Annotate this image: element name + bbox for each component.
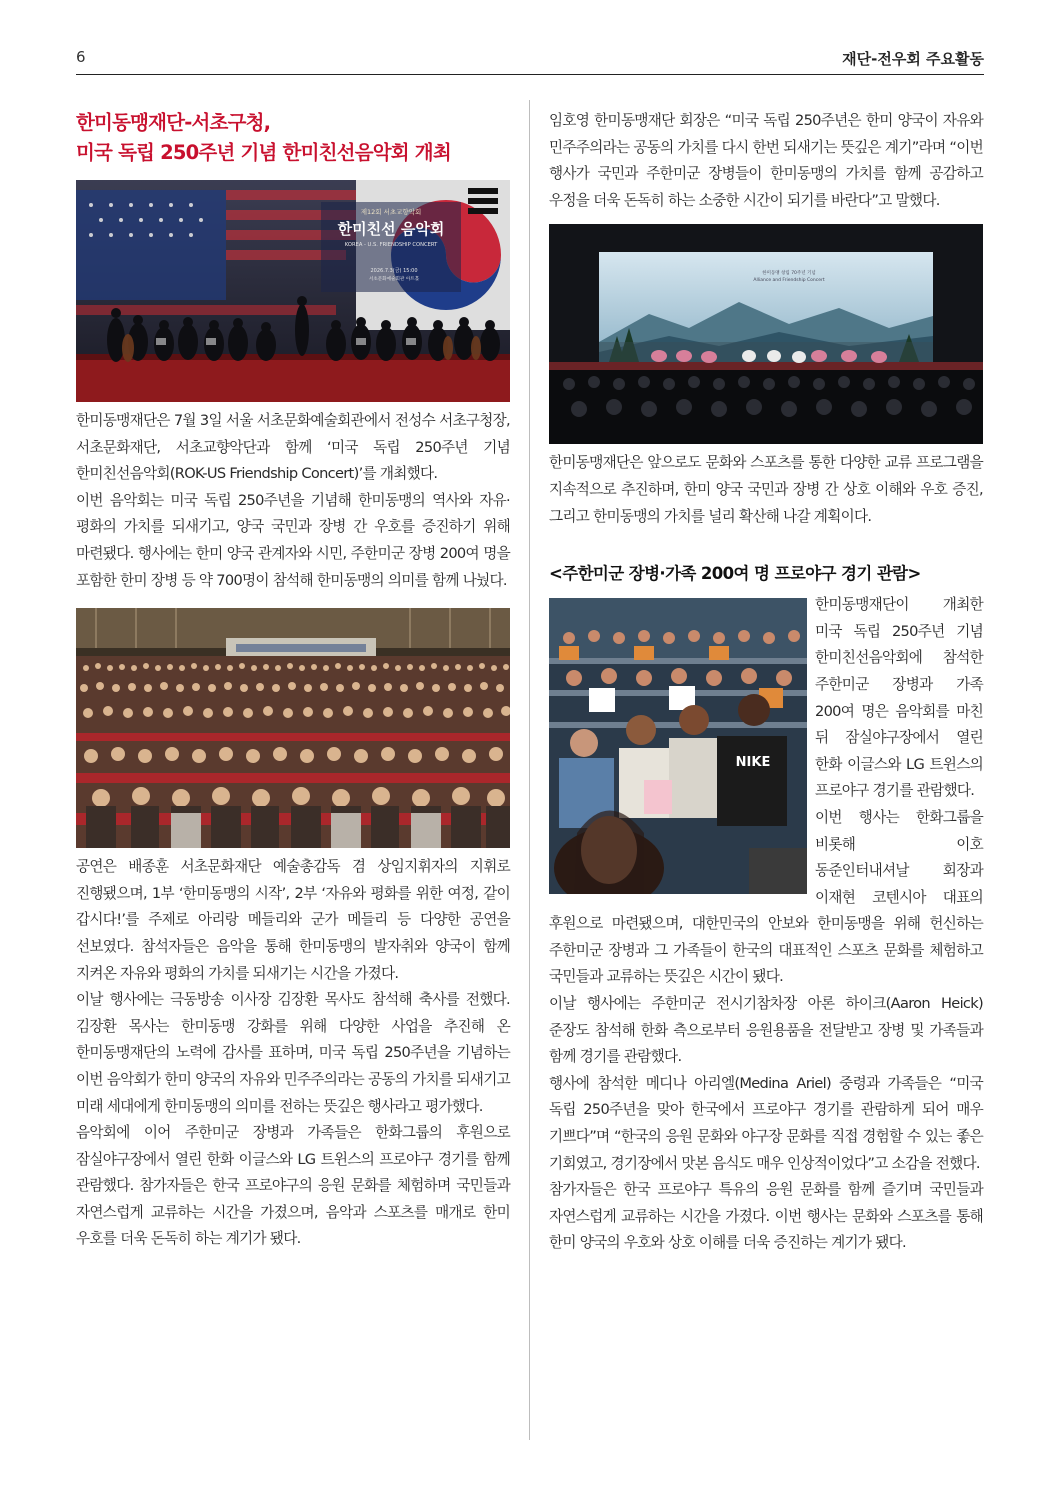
right-text-block-2 <box>549 450 983 530</box>
audience-illustration <box>76 608 510 848</box>
traditional-performance-photo <box>549 224 983 444</box>
article-title-line-1: 한미동맹재단-서초구청, <box>76 111 271 134</box>
paragraph: 이날 행사에는 주한미군 전시기참차장 아론 하이크(Aaron Heick) 준장도 참석해 한화 측으로부터 응원용품을 전달받고 장병 및 가족들과 함께 경기를 관람했다. <box>549 995 983 1066</box>
baseball-stadium-photo <box>549 598 807 894</box>
banner-subtitle-text: KOREA - U.S. FRIENDSHIP CONCERT <box>344 242 438 248</box>
column-divider <box>529 100 530 1440</box>
paragraph: 이번 음악회는 미국 독립 250주년을 기념해 한미동맹의 역사와 자유·평화의 가치를 되새기고, 양국 국민과 장병 간 우호를 증진하기 위해 마련됐다. 행사에는 한미 양국 관계자와 시민, 주한미군 장병 200여 명을 포함한 한미 장병 등 약 700명이 참석해 한미동맹의 의미를 함께 나눴다. <box>76 491 510 589</box>
paragraph: 한미동맹재단이 개최한 미국 독립 250주년 기념 한미친선음악회에 참석한 주한미군 장병과 가족 200여 명은 음악회를 마친 뒤 잠실야구장에서 열린 한화 이글스와 LG 트윈스의 프로야구 경기를 관람했다. <box>815 596 983 800</box>
shirt-text: NIKE <box>735 755 771 771</box>
section-subheading: <주한미군 장병·가족 200여 명 프로야구 경기 관람> <box>549 564 921 584</box>
article-title-line-2: 미국 독립 250주년 기념 한미친선음악회 개최 <box>76 141 451 164</box>
baseball-stadium-illustration <box>549 598 807 894</box>
banner-venue-text: 서초문화예술회관 아트홀 <box>368 277 420 282</box>
traditional-performance-illustration <box>549 224 983 444</box>
screen-text-2: Alliance and Friendship Concert <box>753 278 825 284</box>
paragraph: 참가자들은 한국 프로야구 특유의 응원 문화를 함께 즐기며 국민들과 자연스럽게 교류하는 시간을 가졌다. 이번 행사는 문화와 스포츠를 통해 한미 양국의 우호와 상호 이해를 더욱 증진하는 계기가 됐다. <box>549 1181 983 1252</box>
page-header <box>76 44 984 75</box>
left-text-block-2 <box>76 854 510 1253</box>
right-text-block-3 <box>549 592 983 1257</box>
paragraph: 임호영 한미동맹재단 회장은 “미국 독립 250주년은 한미 양국이 자유와 민주주의라는 공동의 가치를 다시 한번 되새기는 뜻깊은 계기”라며 “이번 행사가 국민과 주한미군 장병들이 한미동맹의 가치를 함께 공감하고 우정을 더욱 돈독히 하는 소중한 시간이 되기를 바란다”고 말했다. <box>549 112 983 209</box>
page-number: 6 <box>76 48 86 66</box>
banner-date-text: 2026.7.3(금) 15:00 <box>370 268 418 274</box>
section-label: 재단-전우회 주요활동 <box>842 50 984 68</box>
paragraph: 한미동맹재단은 앞으로도 문화와 스포츠를 통한 다양한 교류 프로그램을 지속적으로 추진하며, 한미 양국 국민과 장병 간 상호 이해와 우호 증진, 그리고 한미동맹의 가치를 널리 확산해 나갈 계획이다. <box>549 454 983 525</box>
concert-stage-photo <box>76 180 510 402</box>
paragraph: 이번 행사는 한화그룹을 비롯해 이호 동준인터내셔날 회장과 이재현 코텐시아 대표의 후원으로 마련됐으며, 대한민국의 안보와 한미동맹을 위해 헌신하는 주한미군 장병과 그 가족들이 한국의 대표적인 스포츠 문화를 체험하고 국민들과 교류하는 뜻깊은 시간이 됐다. <box>549 808 983 986</box>
right-column <box>549 108 983 1257</box>
audience-photo <box>76 608 510 848</box>
right-text-block-1 <box>549 108 983 214</box>
screen-text-1: 한미동맹 창립 70주년 기념 <box>762 271 816 277</box>
paragraph: 이날 행사에는 극동방송 이사장 김장환 목사도 참석해 축사를 전했다. 김장환 목사는 한미동맹 강화를 위해 다양한 사업을 추진해 온 한미동맹재단의 노력에 감사를 표하며, 미국 독립 250주년을 기념하는 이번 음악회가 한미 양국의 자유와 민주주의라는 공동의 가치를 되새기고 미래 세대에게 한미동맹의 의미를 전하는 뜻깊은 행사라고 평가했다. <box>76 991 510 1115</box>
concert-stage-illustration <box>76 180 510 402</box>
paragraph: 음악회에 이어 주한미군 장병과 가족들은 한화그룹의 후원으로 잠실야구장에서 열린 한화 이글스와 LG 트윈스의 프로야구 경기를 함께 관람했다. 참가자들은 한국 프로야구의 응원 문화를 체험하며 국민들과 자연스럽게 교류하는 시간을 가졌으며, 음악과 스포츠를 매개로 한미 우호를 더욱 돈독히 하는 계기가 됐다. <box>76 1124 510 1248</box>
paragraph: 공연은 배종훈 서초문화재단 예술총감독 겸 상임지휘자의 지휘로 진행됐으며, 1부 ‘한미동맹의 시작’, 2부 ‘자유와 평화를 위한 여정, 같이 갑시다!’를 주제로 아리랑 메들리와 군가 메들리 등 다양한 공연을 선보였다. 참석자들은 음악을 통해 한미동맹의 발자취와 양국이 함께 지켜온 자유와 평화의 가치를 되새기는 시간을 가졌다. <box>76 858 510 982</box>
left-column <box>76 108 510 1253</box>
paragraph: 행사에 참석한 메디나 아리엘(Medina Ariel) 중령과 가족들은 “미국 독립 250주년을 맞아 한국에서 프로야구 경기를 관람하게 되어 매우 기쁘다”며 “한국의 응원 문화와 야구장 문화를 직접 경험할 수 있는 좋은 기회였고, 경기장에서 맛본 음식도 매우 인상적이었다”고 소감을 전했다. <box>549 1074 983 1172</box>
paragraph: 한미동맹재단은 7월 3일 서울 서초문화예술회관에서 전성수 서초구청장, 서초문화재단, 서초교향악단과 함께 ‘미국 독립 250주년 기념 한미친선음악회(ROK-US Friendship Concert)’를 개최했다. <box>76 412 510 483</box>
article-title <box>76 108 510 168</box>
left-text-block-1 <box>76 408 510 594</box>
banner-small-text: 제12회 서초교향악회 <box>360 208 422 216</box>
concert-banner <box>321 202 461 292</box>
banner-title-text: 한미친선 음악회 <box>337 220 445 238</box>
